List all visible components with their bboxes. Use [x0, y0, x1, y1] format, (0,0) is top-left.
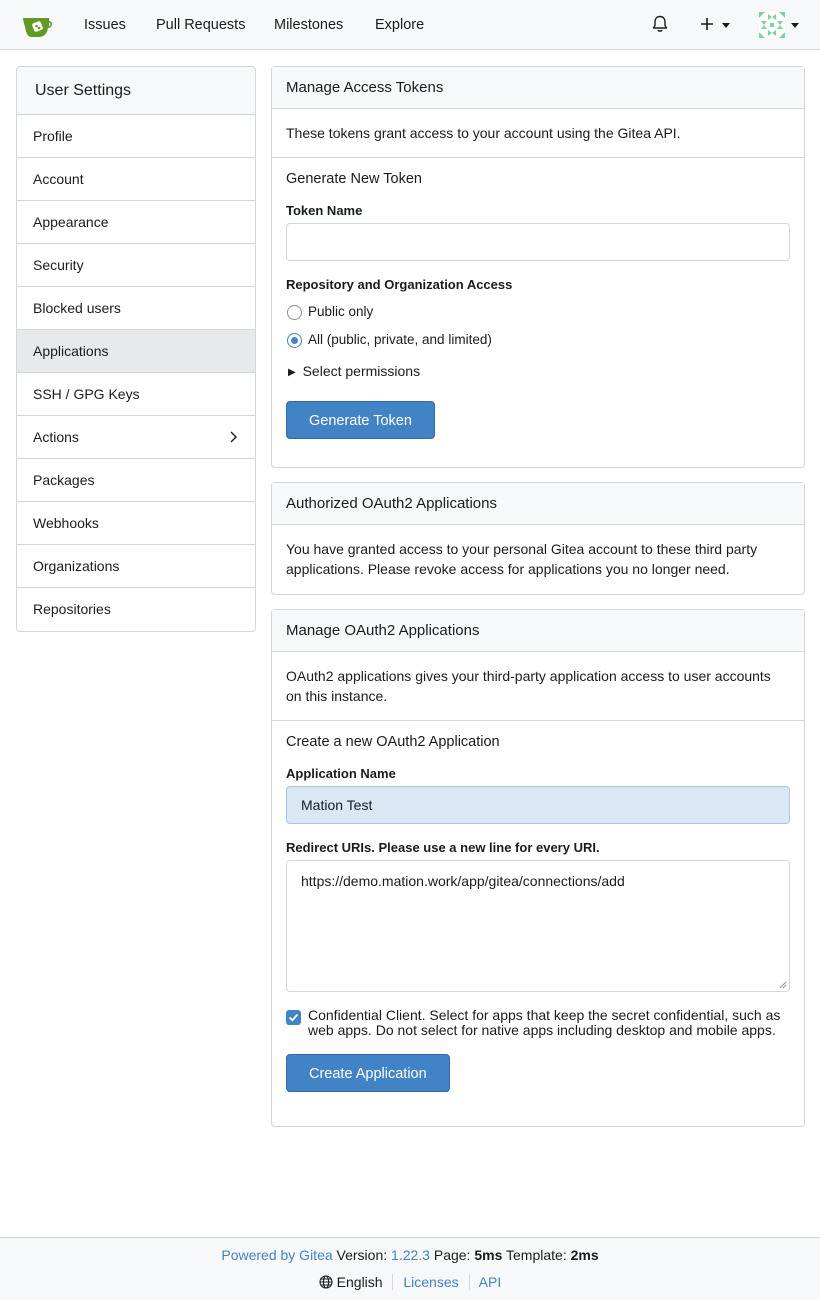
template-time-value: 2ms [570, 1247, 599, 1263]
chevron-down-icon [791, 23, 799, 28]
globe-icon [319, 1275, 333, 1289]
redirect-uris-textarea[interactable] [286, 860, 790, 992]
avatar [759, 12, 785, 38]
page-time-label: Page: [433, 1247, 471, 1263]
sidebar-item-webhooks[interactable]: Webhooks [17, 502, 255, 545]
divider [469, 1274, 470, 1290]
language-selector[interactable] [319, 1274, 387, 1290]
select-permissions-toggle[interactable] [272, 361, 804, 383]
api-link[interactable]: API [478, 1274, 502, 1290]
settings-sidebar [16, 66, 256, 632]
create-new-dropdown[interactable] [698, 14, 734, 36]
application-name-input[interactable]: Mation Test [286, 786, 790, 824]
triangle-right-icon: ▶ [288, 367, 296, 378]
access-tokens-description: These tokens grant access to your account using the Gitea API. [286, 125, 681, 141]
sidebar-item-appearance[interactable]: Appearance [17, 201, 255, 244]
nav-explore[interactable]: Explore [375, 17, 425, 33]
authorized-oauth2-description: You have granted access to your personal Gitea account to these third party applications. Please revoke access for applications you no longer need. [286, 541, 758, 577]
chevron-down-icon [722, 23, 730, 28]
sidebar-item-profile[interactable]: Profile [17, 115, 255, 158]
token-name-label: Token Name [286, 203, 363, 218]
create-oauth2-title: Create a new OAuth2 Application [286, 734, 500, 750]
sidebar-item-actions[interactable] [17, 416, 255, 459]
radio-label: All (public, private, and limited) [308, 332, 492, 347]
radio-public-only[interactable] [272, 298, 804, 326]
radio-label: Public only [308, 304, 374, 319]
confidential-client-checkbox[interactable] [286, 1010, 301, 1025]
redirect-uri-value: https://demo.mation.work/app/gitea/connections/add [301, 873, 625, 889]
sidebar-item-organizations[interactable]: Organizations [17, 545, 255, 588]
bell-icon[interactable] [650, 14, 670, 34]
sidebar-item-packages[interactable]: Packages [17, 459, 255, 502]
page-time-value: 5ms [474, 1247, 503, 1263]
version-link[interactable]: 1.22.3 [391, 1247, 430, 1263]
generate-token-button[interactable]: Generate Token [286, 401, 435, 439]
access-tokens-header: Manage Access Tokens [272, 67, 804, 109]
version-label: Version: [336, 1247, 388, 1263]
powered-by-link[interactable]: Powered by Gitea [221, 1247, 333, 1263]
sidebar-item-account[interactable]: Account [17, 158, 255, 201]
resize-handle-icon[interactable] [779, 981, 787, 989]
confidential-client-label: Confidential Client. Select for apps that keep the secret confidential, such as web apps. Do not select for native apps including desktop and mobile apps. [308, 1007, 781, 1038]
nav-milestones[interactable]: Milestones [274, 17, 344, 33]
radio-button-checked[interactable] [287, 333, 302, 348]
sidebar-item-security[interactable]: Security [17, 244, 255, 287]
sidebar-item-ssh-gpg-keys[interactable]: SSH / GPG Keys [17, 373, 255, 416]
generate-token-title: Generate New Token [286, 171, 422, 187]
template-time-label: Template: [506, 1247, 567, 1263]
token-name-input[interactable] [286, 223, 790, 261]
confidential-client-option[interactable] [272, 1008, 804, 1038]
navbar [0, 0, 820, 50]
manage-oauth2-card [271, 609, 805, 1127]
sidebar-item-repositories[interactable]: Repositories [33, 601, 111, 617]
plus-icon [699, 16, 715, 32]
divider [392, 1274, 393, 1290]
radio-all-access[interactable] [272, 326, 804, 354]
create-application-button[interactable]: Create Application [286, 1054, 450, 1092]
footer [0, 1237, 820, 1300]
repo-org-access-label: Repository and Organization Access [286, 277, 513, 292]
sidebar-item-label: Actions [33, 429, 79, 445]
manage-oauth2-header: Manage OAuth2 Applications [272, 610, 804, 652]
chevron-right-icon [229, 431, 237, 443]
gitea-logo-icon[interactable] [22, 12, 54, 38]
nav-issues[interactable]: Issues [84, 17, 126, 33]
application-name-label: Application Name [286, 766, 396, 781]
select-permissions-label: Select permissions [302, 363, 421, 379]
sidebar-item-applications[interactable]: Applications [17, 330, 255, 373]
sidebar-item-blocked-users[interactable]: Blocked users [17, 287, 255, 330]
nav-pull-requests[interactable]: Pull Requests [156, 17, 246, 33]
user-menu-dropdown[interactable] [758, 12, 802, 38]
radio-button[interactable] [287, 305, 302, 320]
access-tokens-card [271, 66, 805, 468]
authorized-oauth2-card [271, 482, 805, 595]
checkmark-icon [286, 1010, 301, 1025]
sidebar-title: User Settings [17, 67, 255, 115]
redirect-uris-label: Redirect URIs. Please use a new line for every URI. [286, 840, 600, 855]
language-label: English [336, 1274, 383, 1290]
authorized-oauth2-header: Authorized OAuth2 Applications [272, 483, 804, 525]
manage-oauth2-description: OAuth2 applications gives your third-party application access to user accounts on this instance. [286, 668, 771, 704]
licenses-link[interactable]: Licenses [403, 1274, 459, 1290]
